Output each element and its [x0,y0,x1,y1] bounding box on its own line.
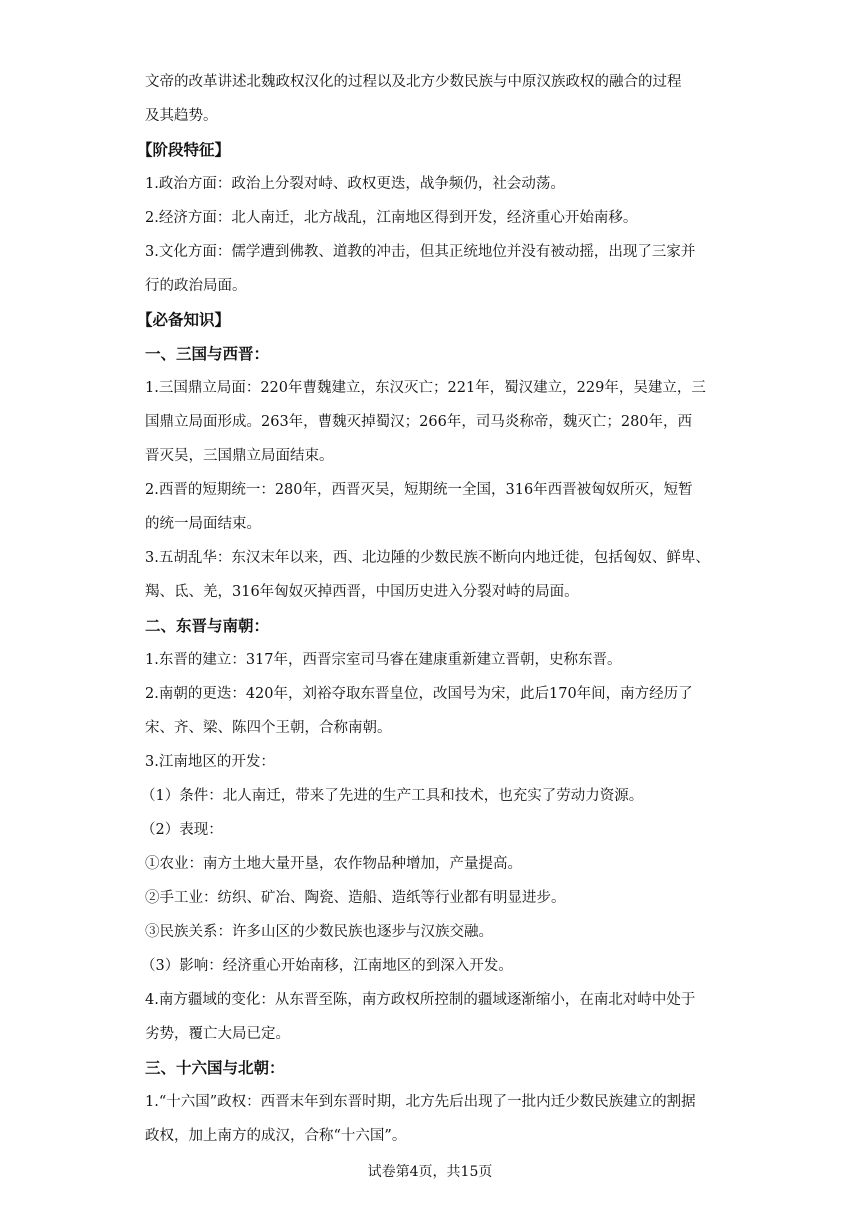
text-line: 政权，加上南方的成汉，合称“十六国”。 [145,1128,407,1144]
text-line: 宋、齐、梁、陈四个王朝，合称南朝。 [145,720,392,736]
text-line: 文帝的改革讲述北魏政权汉化的过程以及北方少数民族与中原汉族政权的融合的过程 [145,74,682,90]
page-footer: 试卷第4页，共15页 [367,1164,493,1180]
text-line: （2）表现： [141,822,223,838]
text-line: 羯、氐、羌，316年匈奴灭掉西晋，中国历史进入分裂对峙的局面。 [145,584,579,600]
section-heading-eastern-jin: 二、东晋与南朝： [145,616,270,635]
text-line: 3.文化方面：儒学遭到佛教、道教的冲击，但其正统地位并没有被动摇，出现了三家并 [145,244,696,260]
stage-features-heading: 【阶段特征】 [137,140,231,159]
required-knowledge-heading: 【必备知识】 [137,310,231,329]
text-line: 及其趋势。 [145,108,218,124]
text-line: 1.三国鼎立局面：220年曹魏建立，东汉灭亡；221年，蜀汉建立，229年，吴建立，三 [145,380,706,396]
text-line: 1.东晋的建立：317年，西晋宗室司马睿在建康重新建立晋朝，史称东晋。 [145,652,622,668]
text-line: 2.西晋的短期统一：280年，西晋灭吴，短期统一全国，316年西晋被匈奴所灭，短暂 [145,482,693,498]
text-line: 劣势，覆亡大局已定。 [145,1026,290,1042]
text-line: ①农业：南方土地大量开垦，农作物品种增加，产量提高。 [145,856,522,872]
text-line: （3）影响：经济重心开始南移，江南地区的到深入开发。 [141,958,513,974]
text-line: 1.政治方面：政治上分裂对峙、政权更迭，战争频仍，社会动荡。 [145,176,565,192]
text-line: 国鼎立局面形成。263年，曹魏灭掉蜀汉；266年，司马炎称帝，魏灭亡；280年，西 [145,414,693,430]
text-line: 3.江南地区的开发： [145,754,275,770]
text-line: 晋灭吴，三国鼎立局面结束。 [145,448,334,464]
text-line: 1.“十六国”政权：西晋末年到东晋时期，北方先后出现了一批内迁少数民族建立的割据 [145,1094,696,1110]
text-line: 4.南方疆域的变化：从东晋至陈，南方政权所控制的疆域逐渐缩小，在南北对峙中处于 [145,992,696,1008]
text-line: （1）条件：北人南迁，带来了先进的生产工具和技术，也充实了劳动力资源。 [141,788,644,804]
text-line: 3.五胡乱华：东汉末年以来，西、北边陲的少数民族不断向内地迁徙，包括匈奴、鲜卑、 [145,550,710,566]
text-line: 2.南朝的更迭：420年，刘裕夺取东晋皇位，改国号为宋，此后170年间，南方经历了 [145,686,693,702]
text-line: 2.经济方面：北人南迁，北方战乱，江南地区得到开发，经济重心开始南移。 [145,210,638,226]
text-line: 行的政治局面。 [145,278,247,294]
text-line: ②手工业：纺织、矿冶、陶瓷、造船、造纸等行业都有明显进步。 [145,890,566,906]
section-heading-three-kingdoms: 一、三国与西晋： [145,344,270,363]
text-line: 的统一局面结束。 [145,516,261,532]
section-heading-sixteen-kingdoms: 三、十六国与北朝： [145,1058,285,1077]
text-line: ③民族关系：许多山区的少数民族也逐步与汉族交融。 [145,924,493,940]
